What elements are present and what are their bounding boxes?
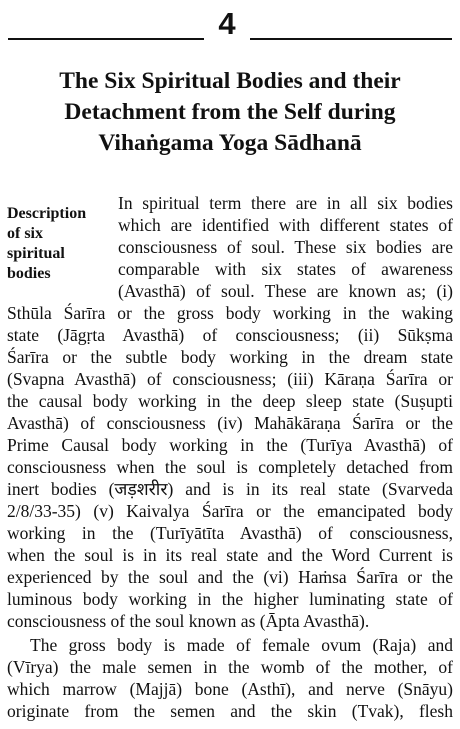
text-line: (Svapna Avasthā) of consciousness; (iii) Kāraṇa Śarīra or <box>7 369 453 389</box>
text-line: Sthūla Śarīra or the gross body working in the waking <box>7 303 453 323</box>
side-heading-line: Description <box>7 205 87 222</box>
text-line: The gross body is made of female ovum (Raja) and <box>30 635 453 655</box>
text-line: inert bodies (जड़शरीर) and is in its real state (Svarveda <box>7 479 453 499</box>
text-line: originate from the semen and the skin (Tvak), flesh <box>7 701 453 721</box>
text-line: consciousness of the soul known as (Āpta Avasthā). <box>7 611 370 631</box>
text-line: which marrow (Majjā) bone (Asthī), and nerve (Snāyu) <box>7 679 453 699</box>
text-line: consciousness of soul. These six bodies are <box>118 237 453 257</box>
chapter-rule-left <box>8 38 204 40</box>
chapter-title-line: Detachment from the Self during <box>64 99 396 125</box>
side-heading-line: spiritual <box>7 245 65 262</box>
text-line: 2/8/33-35) (v) Kaivalya Śarīra or the emancipated body <box>7 501 453 521</box>
chapter-title-line: Vihaṅgama Yoga Sādhanā <box>98 130 362 156</box>
text-line: In spiritual term there are in all six bodies <box>118 193 453 213</box>
chapter-rule-right <box>250 38 452 40</box>
text-line: Prime Causal body working in the (Turīya Avasthā) of <box>7 435 453 455</box>
text-line: when the soul is in its real state and the Word Current is <box>7 545 453 565</box>
text-line: working in the (Turīyātīta Avasthā) of consciousness, <box>7 523 453 543</box>
chapter-title-line: The Six Spiritual Bodies and their <box>59 68 401 94</box>
text-line: experienced by the soul and the (vi) Haṁsa Śarīra or the <box>7 567 453 587</box>
text-line: Śarīra or the subtle body working in the dream state <box>7 347 453 367</box>
side-heading <box>7 204 107 284</box>
chapter-title <box>10 66 450 159</box>
text-line: the causal body working in the deep sleep state (Suṣupti <box>7 391 453 411</box>
text-line: comparable with six states of awareness <box>118 259 453 279</box>
chapter-number: 4 <box>218 6 236 41</box>
chapter-header <box>0 6 460 42</box>
text-line: state (Jāgṛta Avasthā) of consciousness; (ii) Sūkṣma <box>7 325 453 345</box>
side-heading-line: of six <box>7 225 43 242</box>
text-line: (Vīrya) the male semen in the womb of the mother, of <box>7 657 453 677</box>
text-line: Avasthā) of consciousness (iv) Mahākāraṇa Śarīra or the <box>7 413 453 433</box>
text-line: luminous body working in the higher luminating state of <box>7 589 453 609</box>
text-line: which are identified with different states of <box>118 215 453 235</box>
side-heading-line: bodies <box>7 265 51 282</box>
text-line: (Avasthā) of soul. These are known as; (i) <box>118 281 453 301</box>
text-line: consciousness when the soul is completely detached from <box>7 457 453 477</box>
